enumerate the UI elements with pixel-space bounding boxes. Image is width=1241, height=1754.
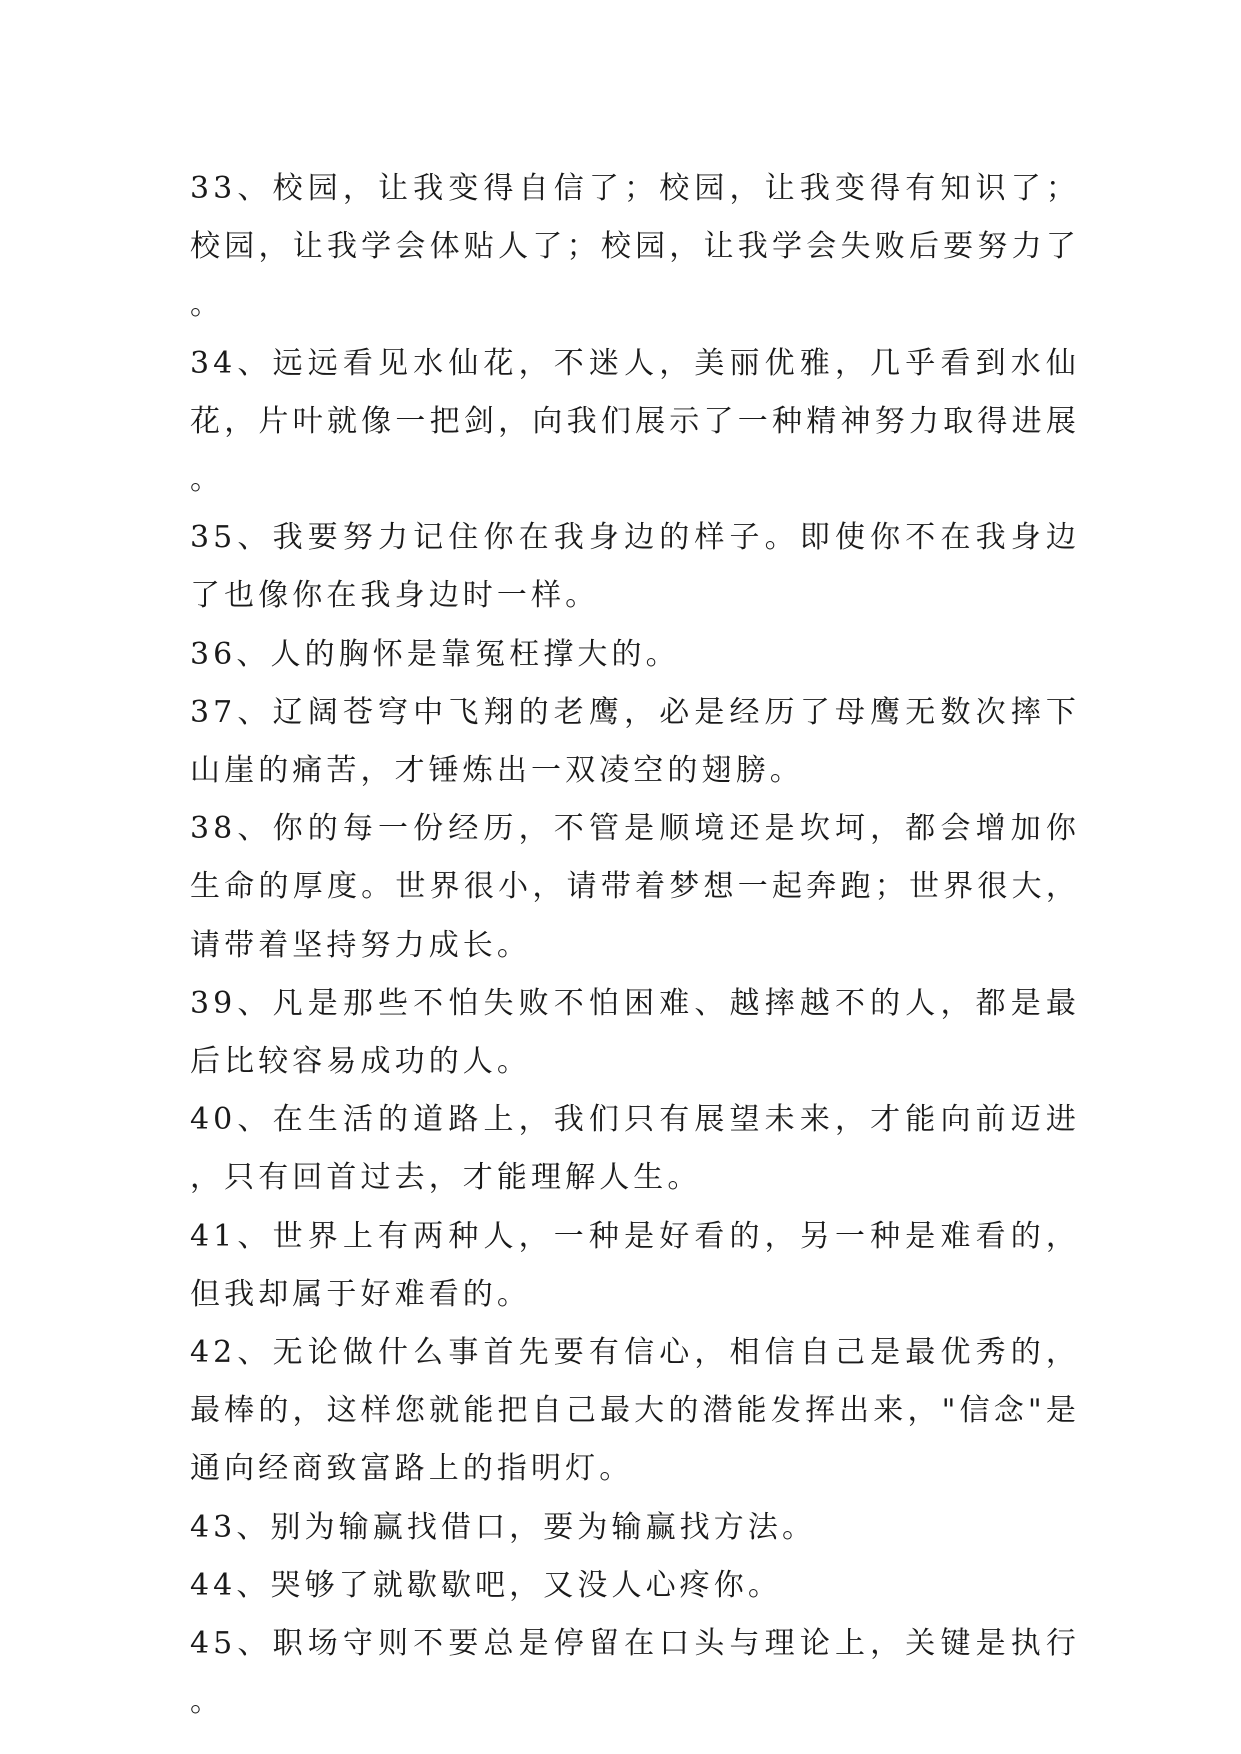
quote-paragraph-34: 34、远远看见水仙花，不迷人，美丽优雅，几乎看到水仙花，片叶就像一把剑，向我们展示了一种精神努力取得进展。 [190,345,1080,498]
quote-paragraph-37: 37、辽阔苍穹中飞翔的老鹰，必是经历了母鹰无数次摔下山崖的痛苦，才锤炼出一双凌空的翅膀。 [190,694,1080,789]
quote-paragraph-40: 40、在生活的道路上，我们只有展望未来，才能向前迈进，只有回首过去，才能理解人生。 [190,1102,1080,1196]
quote-paragraph-44: 44、哭够了就歇歇吧，又没人心疼你。 [190,1567,782,1603]
quote-paragraph-33: 33、校园，让我变得自信了；校园，让我变得有知识了；校园，让我学会体贴人了；校园，让我学会失败后要努力了。 [190,171,1080,323]
quote-paragraph-36: 36、人的胸怀是靠冤枉撑大的。 [190,636,680,672]
quote-paragraph-38: 38、你的每一份经历，不管是顺境还是坎坷，都会增加你生命的厚度。世界很小，请带着梦想一起奔跑；世界很大，请带着坚持努力成长。 [190,811,1080,963]
document-body [190,160,1080,1731]
quote-paragraph-35: 35、我要努力记住你在我身边的样子。即使你不在我身边了也像你在我身边时一样。 [190,520,1080,614]
quote-paragraph-43: 43、别为输赢找借口，要为输赢找方法。 [190,1509,817,1545]
quote-paragraph-45: 45、职场守则不要总是停留在口头与理论上，关键是执行。 [190,1626,1080,1720]
quote-paragraph-39: 39、凡是那些不怕失败不怕困难、越摔越不的人，都是最后比较容易成功的人。 [190,985,1080,1080]
quote-paragraph-42: 42、无论做什么事首先要有信心，相信自己是最优秀的，最棒的，这样您就能把自己最大的潜能发挥出来，"信念"是通向经商致富路上的指明灯。 [190,1335,1080,1487]
quote-paragraph-41: 41、世界上有两种人，一种是好看的，另一种是难看的，但我却属于好难看的。 [190,1218,1080,1312]
